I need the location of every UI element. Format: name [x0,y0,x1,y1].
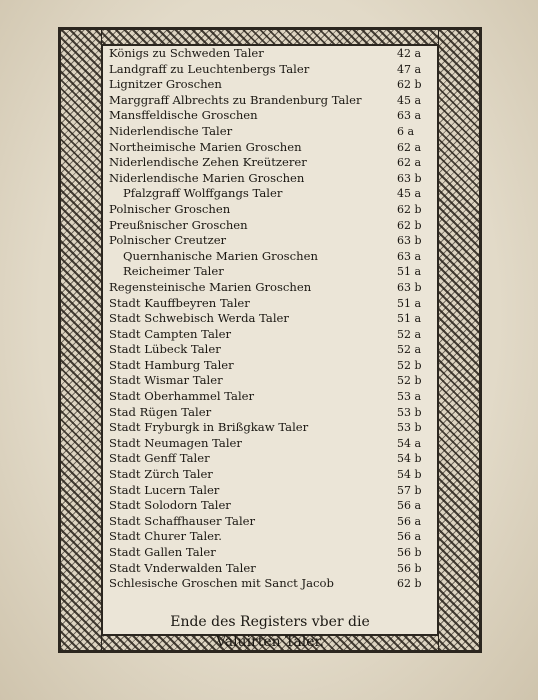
register-list [109,46,431,592]
register-entry [109,218,431,234]
entry-folio: 51 a [397,265,422,279]
register-entry [109,233,431,249]
entry-folio: 62 a [397,140,422,154]
ornament-border-left [60,29,102,651]
entry-name: Polnischer Creutzer [109,233,227,248]
register-entry [109,467,431,483]
entry-folio: 53 a [397,390,422,404]
entry-name: Regensteinische Marien Groschen [109,279,312,294]
entry-folio: 54 a [397,436,422,450]
entry-name: Stadt Schwebisch Werda Taler [109,311,289,326]
entry-folio: 62 b [397,577,422,591]
entry-name: Polnischer Groschen [109,201,231,216]
entry-folio: 56 a [397,530,422,544]
entry-name: Stadt Solodorn Taler [109,498,231,513]
entry-name: Stadt Wismar Taler [109,373,223,388]
entry-name: Niderlendische Zehen Kreützerer [109,155,307,170]
entry-folio: 62 b [397,218,422,232]
entry-folio: 63 b [397,280,422,294]
entry-folio: 52 b [397,374,422,388]
register-entry [109,342,431,358]
entry-name: Pfalzgraff Wolffgangs Taler [123,186,283,201]
register-entry [109,62,431,78]
register-entry [109,405,431,421]
register-entry [109,202,431,218]
entry-name: Stadt Lübeck Taler [109,342,221,357]
entry-folio: 63 b [397,234,422,248]
entry-name: Stadt Schaffhauser Taler [109,513,256,528]
register-end-note [103,612,437,652]
entry-folio: 56 b [397,561,422,575]
entry-name: Marggraff Albrechts zu Brandenburg Taler [109,92,362,107]
entry-folio: 57 b [397,483,422,497]
entry-name: Stadt Vnderwalden Taler [109,560,256,575]
entry-folio: 63 a [397,109,422,123]
entry-folio: 56 a [397,499,422,513]
register-entry [109,77,431,93]
entry-name: Niderlendische Marien Groschen [109,170,305,185]
entry-folio: 52 a [397,343,422,357]
register-entry [109,124,431,140]
ornament-border-right [438,29,480,651]
register-entry [109,561,431,577]
end-note-line-1: Ende des Registers vber die [170,614,370,630]
entry-name: Stadt Neumagen Taler [109,435,242,450]
entry-folio: 45 a [397,93,422,107]
entry-name: Stadt Hamburg Taler [109,357,234,372]
entry-folio: 62 b [397,78,422,92]
register-entry [109,529,431,545]
entry-folio: 42 a [397,47,422,60]
entry-name: Königs zu Schweden Taler [109,46,264,60]
register-entry [109,498,431,514]
entry-folio: 56 a [397,514,422,528]
entry-folio: 56 b [397,546,422,559]
register-entry [109,451,431,467]
entry-name: Northeimische Marien Groschen [109,139,302,154]
entry-name: Niderlendische Taler [109,123,233,138]
register-entry [109,108,431,124]
entry-folio: 62 b [397,202,422,216]
entry-name: Stadt Gallen Taler [109,545,216,559]
register-entry [109,186,431,202]
ornamental-frame [58,27,482,653]
entry-folio: 54 b [397,468,422,482]
entry-folio: 6 a [397,124,415,138]
entry-folio: 52 b [397,358,422,372]
register-entry [109,264,431,280]
entry-folio: 51 a [397,312,422,326]
entry-name: Lignitzer Groschen [109,77,222,92]
entry-folio: 53 b [397,421,422,435]
register-entry [109,249,431,265]
register-entry [109,155,431,171]
entry-folio: 51 a [397,296,422,310]
entry-name: Reicheimer Taler [123,264,224,279]
entry-name: Stadt Genff Taler [109,451,210,466]
entry-name: Landgraff zu Leuchtenbergs Taler [109,61,310,76]
entry-folio: 62 a [397,156,422,170]
register-entry [109,311,431,327]
register-text-area [102,45,438,650]
entry-name: Mansffeldische Groschen [109,108,258,123]
register-entry [109,373,431,389]
register-entry [109,576,431,592]
register-entry [109,483,431,499]
register-entry [109,93,431,109]
entry-folio: 47 a [397,62,422,76]
register-entry [109,389,431,405]
entry-name: Stadt Fryburgk in Brißgkaw Taler [109,420,309,435]
register-entry [109,358,431,374]
entry-folio: 63 b [397,171,422,185]
entry-name: Stadt Kauffbeyren Taler [109,295,250,310]
entry-name: Stadt Oberhammel Taler [109,389,255,404]
register-entry [109,545,431,561]
entry-name: Stadt Churer Taler. [109,529,222,544]
register-entry [109,436,431,452]
register-entry [109,140,431,156]
entry-name: Stadt Campten Taler [109,326,232,341]
register-entry [109,327,431,343]
entry-name: Preußnischer Groschen [109,217,248,232]
entry-name: Quernhanische Marien Groschen [123,248,318,263]
entry-name: Stadt Zürch Taler [109,467,213,482]
ornament-border-top [60,29,480,45]
register-entry [109,46,431,62]
entry-folio: 52 a [397,327,422,341]
entry-name: Schlesische Groschen mit Sanct Jacob [109,576,334,591]
register-entry [109,280,431,296]
entry-folio: 54 b [397,452,422,466]
entry-name: Stadt Lucern Taler [109,482,220,497]
entry-folio: 53 b [397,405,422,419]
register-entry [109,171,431,187]
register-entry [109,420,431,436]
entry-folio: 45 a [397,187,422,201]
register-entry [109,514,431,530]
entry-folio: 63 a [397,249,422,263]
register-entry [109,296,431,312]
entry-name: Stad Rügen Taler [109,404,212,419]
end-note-line-2: Valuirten Taler. [215,634,325,650]
